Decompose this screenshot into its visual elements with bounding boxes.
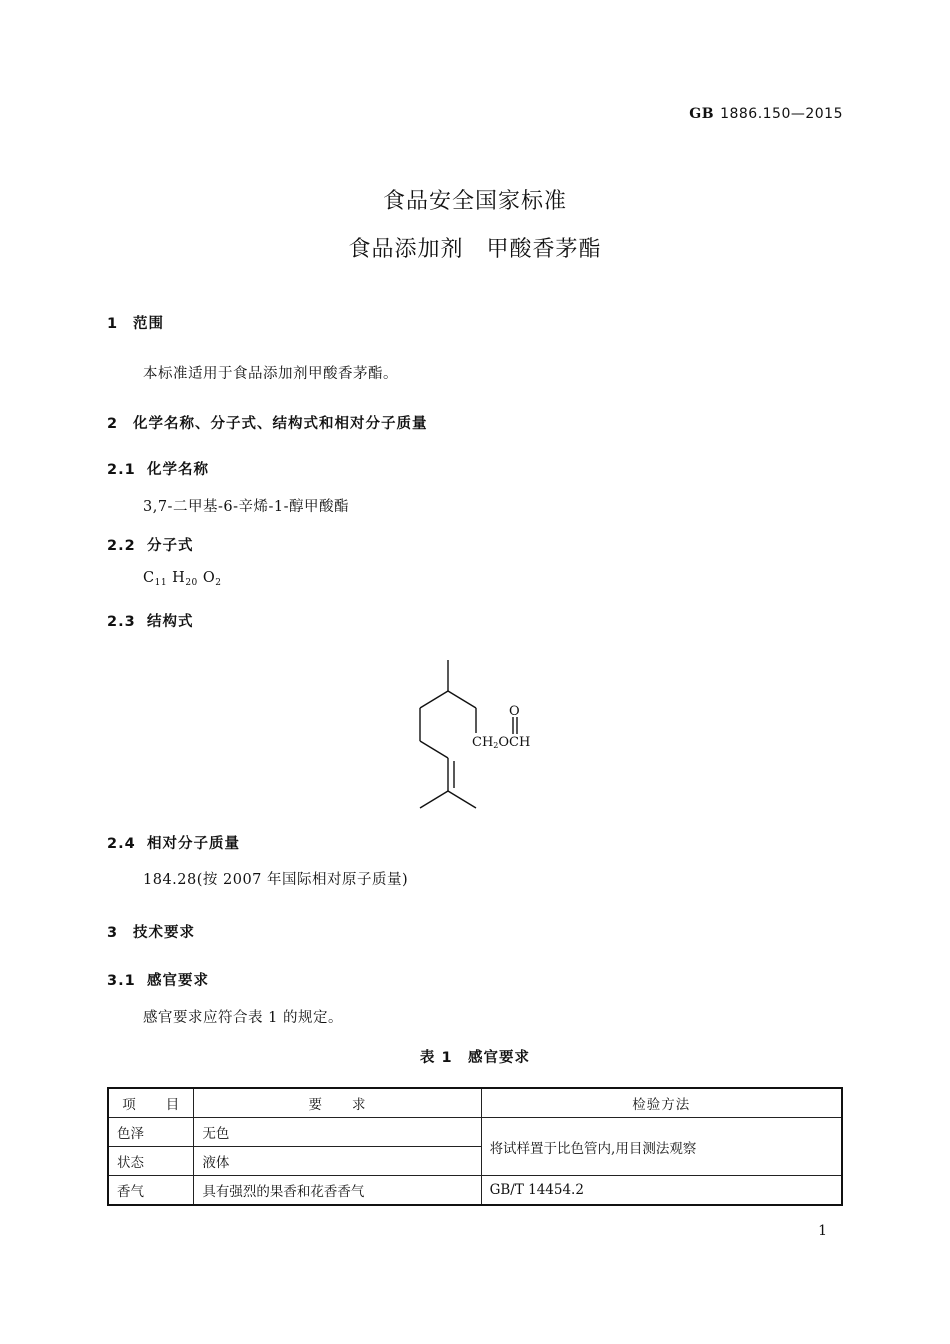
subscript-h: 20 [185,578,198,588]
section-title: 相对分子质量 [147,836,240,852]
skeleton-bonds [420,660,517,808]
group-ch: CH [472,735,494,750]
section-1-text: 本标准适用于食品添加剂甲酸香茅酯。 [143,366,398,382]
subscript-o: 2 [215,578,222,588]
section-title: 化学名称、分子式、结构式和相对分子质量 [133,416,428,432]
chemical-name: 3,7-二甲基-6-辛烯-1-醇甲酸酯 [143,499,350,515]
section-3-1-heading [107,969,209,990]
cell-requirement: 具有强烈的果香和花香香气 [194,1176,481,1206]
header-requirement: 要 求 [194,1088,481,1118]
element-h: H [172,570,186,586]
page-number: 1 [818,1223,827,1239]
section-title: 分子式 [147,538,194,554]
section-1-heading [107,312,164,333]
molecular-formula [143,570,222,588]
element-o: O [202,570,216,586]
section-title: 范围 [133,316,164,332]
section-2-heading [107,412,428,433]
structural-formula [400,655,540,820]
section-2-1-heading [107,458,209,479]
carbonyl-oxygen: O [509,704,520,719]
section-3-heading [107,921,195,942]
cell-item: 色泽 [108,1118,194,1147]
section-number: 2.1 [107,462,136,478]
element-c: C [143,570,155,586]
cell-requirement: 液体 [194,1147,481,1176]
section-number: 3 [107,925,119,941]
standard-prefix: GB [689,106,715,122]
standard-number: 1886.150—2015 [720,106,843,122]
sensory-requirements-table [107,1087,843,1206]
document-subtitle: 食品添加剂 甲酸香茅酯 [348,237,602,262]
cell-item: 状态 [108,1147,194,1176]
table-header-row [108,1088,842,1118]
standard-code [689,106,843,122]
cell-method: 将试样置于比色管内,用目测法观察 [481,1118,842,1176]
section-title: 技术要求 [133,925,195,941]
section-number: 2.4 [107,836,136,852]
header-method: 检验方法 [481,1088,842,1118]
section-number: 1 [107,316,119,332]
section-number: 2.3 [107,614,136,630]
cell-requirement: 无色 [194,1118,481,1147]
section-3-1-text: 感官要求应符合表 1 的规定。 [143,1010,343,1026]
cell-method: GB/T 14454.2 [481,1176,842,1206]
subscript-c: 11 [154,578,168,588]
table-row [108,1118,842,1147]
group-och: OCH [498,735,531,750]
header-item: 项 目 [108,1088,194,1118]
ester-group [472,735,530,750]
section-title: 感官要求 [147,973,209,989]
group-subscript: 2 [493,741,499,750]
cell-item: 香气 [108,1176,194,1206]
relative-molecular-mass: 184.28(按 2007 年国际相对原子质量) [143,872,409,888]
section-title: 化学名称 [147,462,209,478]
section-title: 结构式 [147,614,194,630]
section-2-2-heading [107,534,194,555]
table-row [108,1176,842,1206]
section-number: 3.1 [107,973,136,989]
section-2-4-heading [107,832,240,853]
section-2-3-heading [107,610,194,631]
table-caption: 表 1 感官要求 [419,1050,531,1066]
section-number: 2 [107,416,119,432]
section-number: 2.2 [107,538,136,554]
document-title: 食品安全国家标准 [382,189,567,214]
